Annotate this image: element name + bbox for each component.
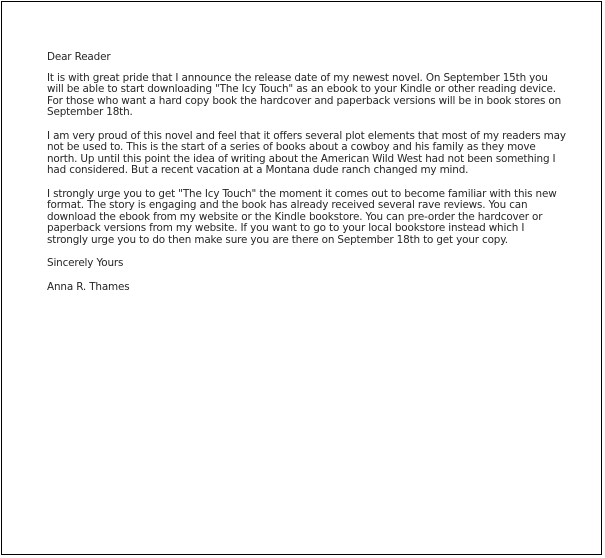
salutation: Dear Reader xyxy=(47,51,111,63)
signature: Anna R. Thames xyxy=(47,280,130,293)
letter-body xyxy=(47,52,567,293)
letter-page xyxy=(1,1,602,555)
paragraph-announcement: It is with great pride that I announce the release date of my newest novel. On September 15th you will be able to start downloading "The Icy Touch" as an ebook to your Kindle or other reading device. For those who want a hard copy book the hardcover and paperback versions will be in book stores on September 18th. xyxy=(47,71,562,118)
closing: Sincerely Yours xyxy=(47,257,124,269)
paragraph-call-to-action: I strongly urge you to get "The Icy Touch" the moment it comes out to become familiar with this new format. The story is engaging and the book has already received several rave reviews. You can download the ebook from my website or the Kindle bookstore. You can pre-order the hardcover or paperback versions from my website. If you want to go to your local bookstore instead which I strongly urge you to do then make sure you are there on September 18th to get your copy. xyxy=(47,187,557,246)
paragraph-novel-description: I am very proud of this novel and feel that it offers several plot elements that most of my readers may not be used to. This is the start of a series of books about a cowboy and his family as they move north. Up until this point the idea of writing about the American Wild West had not been something I had considered. But a recent vacation at a Montana dude ranch changed my mind. xyxy=(47,129,566,176)
